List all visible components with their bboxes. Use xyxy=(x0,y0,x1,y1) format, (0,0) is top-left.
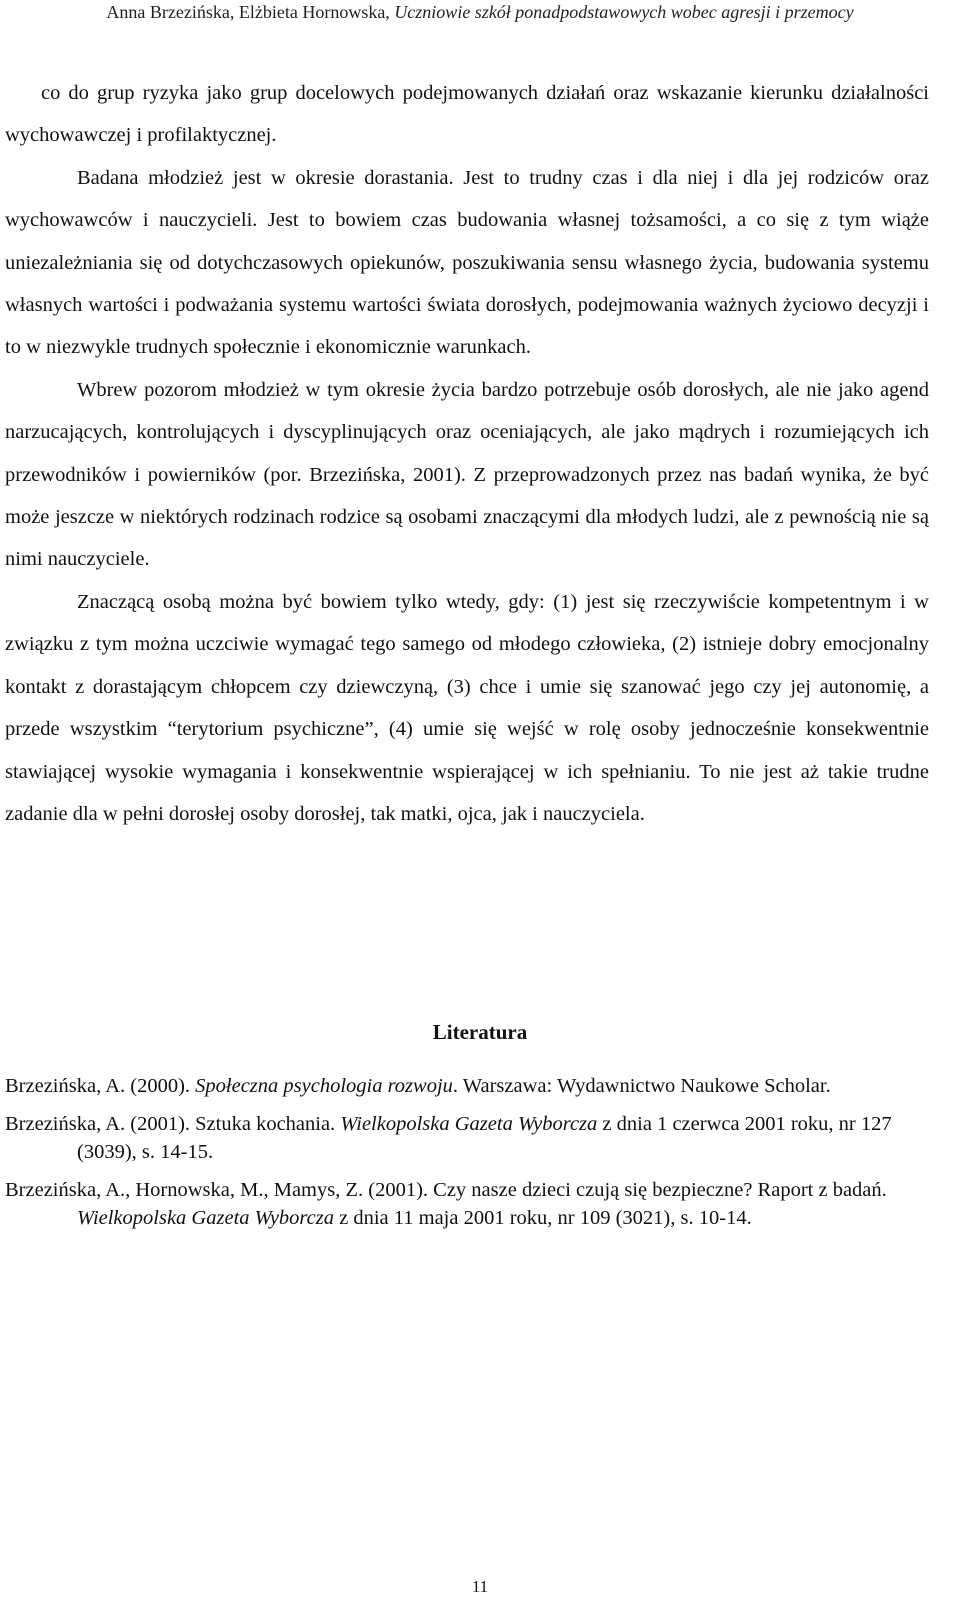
reference-text: Brzezińska, A. (2001). Sztuka kochania. xyxy=(5,1113,341,1135)
reference-title: Wielkopolska Gazeta Wyborcza xyxy=(340,1113,598,1135)
running-header xyxy=(0,0,960,24)
reference-text: . Warszawa: Wydawnictwo Naukowe Scholar. xyxy=(452,1075,831,1097)
reference-text: z dnia 11 maja 2001 roku, nr 109 (3021), s. 10-14. xyxy=(333,1207,752,1229)
reference-title: Społeczna psychologia rozwoju xyxy=(195,1075,453,1097)
reference-title: Wielkopolska Gazeta Wyborcza xyxy=(77,1207,334,1229)
paragraph-3: Wbrew pozorom młodzież w tym okresie życia bardzo potrzebuje osób dorosłych, ale nie jako agend narzucających, kontrolujących i dyscyplinujących oraz oceniających, ale jako mądrych i rozumiejących ich przewodników i powierników (por. Brzezińska, 2001). Z przeprowadzonych przez nas badań wynika, że być może jeszcze w niektórych rodzinach rodzice są osobami znaczącymi dla młodych ludzi, ale z pewnością nie są nimi nauczyciele. xyxy=(5,378,929,571)
paragraph-4: Znaczącą osobą można być bowiem tylko wtedy, gdy: (1) jest się rzeczywiście kompetentnym i w związku z tym można uczciwie wymagać tego samego od młodego człowieka, (2) istnieje dobry emocjonalny kontakt z dorastającym chłopcem czy dziewczyną, (3) chce i umie się szanować jego czy jej autonomię, a przede wszystkim “terytorium psychiczne”, (4) umie się wejść w rolę osoby jednocześnie konsekwentnie stawiającej wysokie wymagania i konsekwentnie wspierającej w ich spełnianiu. To nie jest aż takie trudne zadanie dla w pełni dorosłej osoby dorosłej, tak matki, ojca, jak i nauczyciela. xyxy=(5,590,929,825)
page-number: 11 xyxy=(471,1577,489,1596)
reference-text: Brzezińska, A., Hornowska, M., Mamys, Z. (2001). Czy nasze dzieci czują się bezpieczne? Raport z badań. xyxy=(5,1179,887,1201)
reference-item xyxy=(5,1176,925,1232)
reference-list xyxy=(5,1072,925,1242)
header-title: Uczniowie szkół ponadpodstawowych wobec agresji i przemocy xyxy=(394,2,854,22)
paragraph-1: co do grup ryzyka jako grup docelowych podejmowanych działań oraz wskazanie kierunku działalności wychowawczej i profilaktycznej. xyxy=(5,82,929,147)
reference-item xyxy=(5,1072,925,1100)
paragraph-2: Badana młodzież jest w okresie dorastania. Jest to trudny czas i dla niej i dla jej rodziców oraz wychowawców i nauczycieli. Jest to bowiem czas budowania własnej tożsamości, a co się z tym wiąże uniezależniania się od dotychczasowych opiekunów, poszukiwania sensu własnego życia, budowania systemu własnych wartości i podważania systemu wartości świata dorosłych, podejmowania ważnych życiowo decyzji i to w niezwykle trudnych społecznie i ekonomicznie warunkach. xyxy=(5,166,929,359)
body-text xyxy=(5,72,929,835)
reference-text: Brzezińska, A. (2000). xyxy=(5,1075,196,1097)
reference-item xyxy=(5,1110,925,1166)
reference-text: z dnia 1 czerwca 2001 roku, nr 127 (3039), s. 14-15. xyxy=(77,1113,892,1163)
header-authors: Anna Brzezińska, Elżbieta Hornowska, xyxy=(106,2,395,22)
literature-heading: Literatura xyxy=(432,1020,528,1044)
